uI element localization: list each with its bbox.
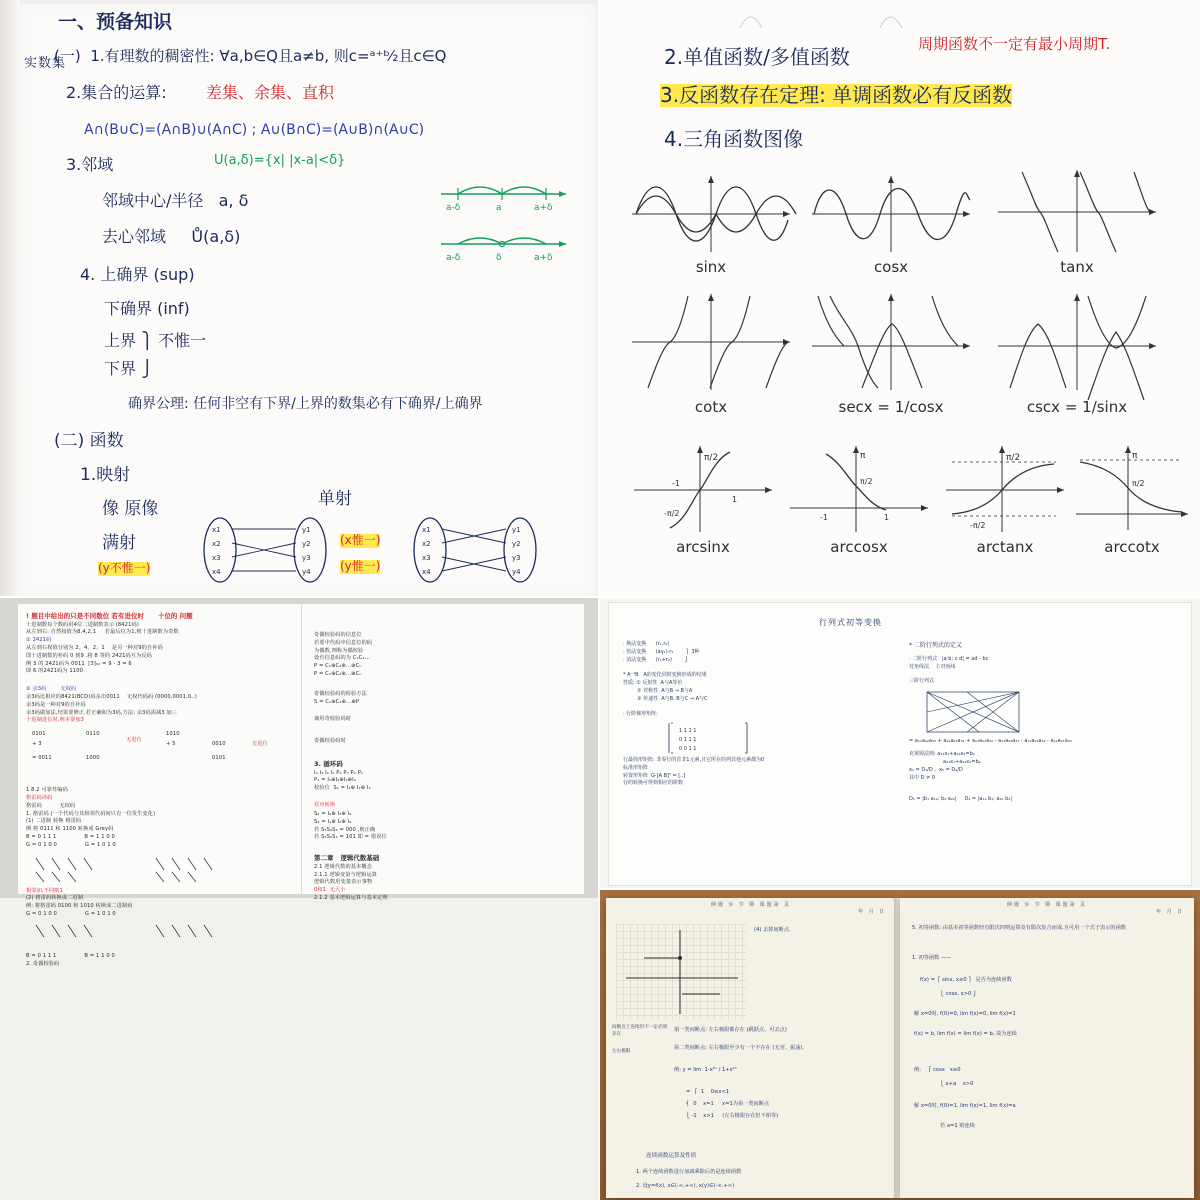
right-page-line-4: ⎩ cosx, x>0 ⎭ bbox=[940, 991, 977, 997]
svg-text:y1: y1 bbox=[512, 526, 521, 534]
graph-cscx-label: cscx = 1/sinx bbox=[1026, 398, 1128, 416]
svg-text:π/2: π/2 bbox=[1006, 453, 1021, 463]
svg-text:y2: y2 bbox=[512, 540, 521, 548]
ml-note-2: 十进制数每个数码用4位二进制数表示 (8421码) bbox=[26, 621, 139, 628]
right-page-line-1: 5. 初等函数: 由基本初等函数经有限次四则运算及有限次复合而成,且可用一个式子表示的函数 bbox=[912, 925, 1126, 931]
example-bits-1: 0110 bbox=[86, 731, 100, 738]
graph-cotx-label: cotx bbox=[694, 398, 728, 416]
ml-note-10: 余3码比相应的8421(BCD)码多出0011 无权代码码 (0000,0001,0..) bbox=[26, 693, 197, 700]
tl-heading: 一、预备知识 bbox=[58, 11, 173, 33]
right-page-line-8: ⎩ x+a x>0 bbox=[940, 1081, 974, 1087]
ml-r-17: 若 S₃S₂S₁ = 000 ,则正确 bbox=[314, 826, 376, 833]
mr-r-10: D₁ = |b₁ a₁₂; b₂ a₂₂| D₂ = |a₁₁ b₁; a₂₁ b₂| bbox=[909, 796, 1013, 803]
example-label-3: 1010 bbox=[166, 731, 180, 738]
grey-code-conversion-diagram-2 bbox=[26, 921, 266, 951]
ml-r-20: 2.1 逻辑代数的基本概念 bbox=[314, 863, 372, 870]
tr-line-3: 3.反函数存在定理: 单调函数必有反函数 bbox=[660, 83, 1013, 107]
left-page-header: 例题 步 学 期 课题第 页 bbox=[711, 902, 791, 908]
right-page-line-3: f(x) = ⎧ sinx, x≤0 ⎫ 是否为连续函数 bbox=[920, 977, 1012, 983]
sarrus-rule-sketch bbox=[919, 688, 1029, 736]
paper-top-right bbox=[600, 0, 1200, 598]
svg-text:y4: y4 bbox=[512, 568, 521, 576]
svg-text:y2: y2 bbox=[302, 540, 311, 548]
ml-note-23: G = 0 1 0 0 G = 1 0 1 0 bbox=[26, 910, 116, 917]
tl-line-6: 邻域中心/半径 a, δ bbox=[102, 191, 249, 210]
tl-set-identities: A∩(B∪C)=(A∩B)∪(A∩C) ; A∪(B∩C)=(A∪B)∩(A∪C) bbox=[84, 122, 425, 138]
panel-top-right bbox=[600, 0, 1200, 598]
graph-arctanx-label: arctanx bbox=[976, 538, 1034, 556]
ml-r-10: 奇偶校验码时 bbox=[314, 738, 346, 745]
ml-anno-parity: 对应转换 bbox=[314, 801, 336, 808]
tl-line-9: 下确界 (inf) bbox=[104, 299, 190, 318]
graph-tanx-label: tanx bbox=[1060, 258, 1094, 276]
mr-l-8: · 行阶梯形矩阵: bbox=[623, 711, 658, 718]
tl-line-image: 像 原像 bbox=[102, 499, 159, 519]
ml-r-18: 若 S₃S₂S₁ = 101 即 = 错误位 bbox=[314, 834, 387, 841]
ml-r-12: I₄ I₃ I₂ I₁ P₄ P₃ P₂ P₁ bbox=[314, 769, 364, 776]
svg-text:a+δ: a+δ bbox=[534, 203, 553, 213]
panel-top-left bbox=[0, 0, 600, 598]
left-page-line-8: 连续函数运算及性质 bbox=[646, 1153, 697, 1159]
ml-note-18: 例 将 0111 和 1100 转换成 Grey码 bbox=[26, 826, 114, 833]
graph-arcsinx bbox=[628, 440, 778, 556]
svg-text:x2: x2 bbox=[422, 540, 431, 548]
paper-mid-right bbox=[608, 602, 1192, 886]
mr-r-9: 其中 D ≠ 0 bbox=[909, 774, 935, 781]
graph-cosx-label: cosx bbox=[873, 258, 909, 276]
ml-r-21: 2.1.1 逻辑变量与逻辑运算 bbox=[314, 871, 378, 878]
tr-line-1: 2.单值函数/多值函数 bbox=[664, 45, 850, 69]
ml-r-5: P = C₁⊕C₂⊕…⊕Cₙ bbox=[314, 663, 362, 670]
tl-line-5: 3.邻域 bbox=[66, 155, 114, 174]
notebook-left-page bbox=[606, 898, 896, 1198]
ml-note-14: 1.8.2 可靠性编码 bbox=[26, 787, 68, 794]
tl-line-3b: 差集、余集、直积 bbox=[206, 83, 335, 102]
tl-line-8: 4. 上确界 (sup) bbox=[80, 265, 195, 284]
tl-line-3: 2.集合的运算: bbox=[66, 83, 167, 102]
svg-text:y3: y3 bbox=[512, 554, 521, 562]
ml-note-17: (1) 二进制 转换 格雷码 bbox=[26, 818, 82, 825]
graph-arccosx-label: arccosx bbox=[830, 538, 888, 556]
svg-text:-π/2: -π/2 bbox=[664, 509, 680, 518]
ml-r-3: 为偶数,则称为偶校验 bbox=[314, 647, 364, 654]
collage-seam-vertical bbox=[598, 0, 600, 1200]
notebook-spiral-edge bbox=[0, 0, 20, 598]
tl-note-y-not-unique: (y不惟一) bbox=[98, 561, 151, 575]
ml-note-5: 从左到右权值分别为 2、4、2、1 是另一种对9的自补码 bbox=[26, 645, 163, 651]
svg-text:-1: -1 bbox=[672, 479, 680, 488]
mr-l-4: * A⁻¹B A的变化同时变换形成的结果 bbox=[623, 672, 707, 679]
svg-text:x4: x4 bbox=[422, 568, 431, 576]
mr-l-9: 行最简形矩阵: 非零行的首非1元素,且它所在的列其他元素都为0 bbox=[623, 757, 765, 763]
ml-note-25: 2. 奇偶校验码 bbox=[26, 960, 60, 967]
graph-tanx bbox=[992, 164, 1162, 276]
tl-line-10: 上界 ⎫ 不惟一 bbox=[104, 331, 207, 350]
right-page-line-10: 若 a=1 则连续 bbox=[940, 1123, 975, 1129]
ml-note-12: 余3码做加法,结果要修正.若正确和为3码,方法: 余3码需减3 加三 bbox=[26, 709, 178, 716]
tl-note-x-unique: (x惟一) bbox=[340, 533, 381, 547]
ml-r-19: 第二章 逻辑代数基础 bbox=[314, 854, 380, 863]
ml-note-20: G = 0 1 0 0 G = 1 0 1 0 bbox=[26, 841, 116, 848]
coordinate-grid-sketch bbox=[616, 924, 746, 1020]
right-page-line-2: 1. 初等函数 —— bbox=[912, 955, 952, 961]
collage-seam-horizontal bbox=[0, 596, 1200, 598]
graph-secx bbox=[806, 288, 976, 416]
tl-line-7: 去心邻域 Ů(a,δ) bbox=[102, 227, 241, 246]
collage-seam-horizontal-2 bbox=[600, 888, 1200, 890]
left-page-annotation-2: 左右极限 bbox=[612, 1049, 631, 1054]
ml-note-11: 余3码是一种对9的自补码 bbox=[26, 701, 86, 708]
graph-cotx bbox=[626, 288, 796, 416]
ml-r-2: 若要中代码中信息位的码 bbox=[314, 639, 373, 646]
paper-top-left bbox=[18, 4, 596, 598]
left-page-line-4: 例: y = lim 1-x²ⁿ / 1+x²ⁿ bbox=[674, 1067, 737, 1073]
graph-sinx bbox=[626, 170, 796, 276]
mr-r-7: a₂₁x₁+a₂₂x₂=b₂ bbox=[943, 759, 981, 766]
svg-text:x2: x2 bbox=[212, 540, 221, 548]
right-page-line-6: f(x) = b, lim f(x) = lim f(x) = b, 故为连续 bbox=[914, 1031, 1017, 1037]
ml-r-4: 设有信息码的为 C₁C₂… bbox=[314, 655, 370, 662]
right-page-line-5: 解 x=0时, f(0)=0, lim f(x)=0, lim f(x)=1 bbox=[914, 1011, 1016, 1017]
ml-note-3: 从左到右: 自然权值为8,4,2,1 若最后位为1,则十进制数为奇数 bbox=[26, 629, 179, 636]
example-bits-2: 0010 bbox=[212, 741, 226, 748]
ml-anno-adjacent: 相邻加,不同则1 bbox=[26, 887, 63, 894]
ml-r-14: 校验位 S₁ = I₁⊕ I₂⊕ I₃ bbox=[314, 785, 371, 792]
notebook-right-page bbox=[900, 898, 1194, 1198]
svg-text:-π/2: -π/2 bbox=[970, 521, 986, 530]
svg-text:0 0 1 1: 0 0 1 1 bbox=[679, 746, 697, 752]
tl-supremum-axiom: 确界公理: 任何非空有下界/上界的数集必有下确界/上确界 bbox=[128, 396, 483, 412]
mr-right-column bbox=[909, 641, 1184, 804]
svg-text:a+δ: a+δ bbox=[534, 253, 553, 263]
svg-text:a: a bbox=[496, 203, 502, 213]
svg-text:a-δ: a-δ bbox=[446, 203, 461, 213]
mr-r-6: 克莱姆法则: a₁₁x₁+a₁₂x₂=b₁ bbox=[909, 751, 975, 758]
ml-r-16: S₃ = I₁⊕ I₂⊕ I₄ bbox=[314, 818, 352, 825]
mr-l-5: 性质: ① 反射性 A与A等价 bbox=[623, 680, 683, 686]
svg-text:x3: x3 bbox=[422, 554, 431, 562]
ml-note-1: ! 题目中给出的只是不同数位 若有进位时 十位的 问题 bbox=[26, 612, 193, 620]
svg-text:x1: x1 bbox=[422, 526, 431, 534]
tl-section-function: (二) 函数 bbox=[54, 431, 124, 451]
ml-r-1: 奇偶校验码的信息位 bbox=[314, 632, 362, 638]
svg-text:π/2: π/2 bbox=[860, 477, 873, 486]
svg-text:-1: -1 bbox=[820, 513, 828, 522]
ml-note-7: 例 3 的 2421码为 0011 [3]₉₄ = 9 - 3 = 6 bbox=[26, 660, 132, 667]
left-page-date: 年 月 日 bbox=[858, 909, 886, 915]
mr-r-8: x₁ = D₁/D , x₂ = D₂/D bbox=[909, 766, 963, 773]
tr-line-4: 4.三角函数图像 bbox=[664, 127, 804, 151]
echelon-matrix-sketch bbox=[663, 721, 753, 755]
panel-mid-left bbox=[0, 598, 600, 967]
tr-line-period-note: 周期函数不一定有最小周期T. bbox=[918, 35, 1111, 53]
ml-r-8: S = C₁⊕C₂⊕…⊕P bbox=[314, 698, 359, 705]
ml-note-4: ① 2421码 bbox=[26, 637, 52, 644]
tl-note-y-unique: (y惟一) bbox=[340, 559, 381, 573]
ml-note-21: (2) 格雷码转换成二进制 bbox=[26, 895, 83, 902]
ml-note-9: ② 余3码 无权码 bbox=[26, 686, 77, 693]
tl-line-11: 下界 ⎭ bbox=[104, 359, 154, 378]
ml-r-9: 兼用奇校验码时 bbox=[314, 716, 352, 723]
mr-r-2: · 二阶行列式 |a b; c d| = ad - bc bbox=[909, 656, 989, 663]
ml-r-13: P₁ = I₁⊕I₂⊕I₃⊕I₄ bbox=[314, 777, 356, 784]
mapping-diagram-surjection bbox=[198, 516, 338, 586]
mr-l-11: 转置形矩阵 G·[A B]ᵀ = [..] bbox=[623, 772, 686, 779]
svg-text:x1: x1 bbox=[212, 526, 221, 534]
panel-bottom-right-photo bbox=[600, 890, 1200, 1200]
example-label-2: + 3 bbox=[32, 741, 42, 748]
column-divider bbox=[301, 604, 302, 894]
left-page-annotation-1: 间断点上连续但不一定必须存在 bbox=[612, 1025, 668, 1038]
mr-l-3: · 消法变换 (r₁+r₂) ⎭ bbox=[623, 656, 689, 663]
svg-text:0 1 1 1: 0 1 1 1 bbox=[679, 737, 697, 743]
tl-line-mapping: 1.映射 bbox=[80, 465, 131, 485]
mr-l-12: 行的转换可得到相应的阶数 bbox=[623, 780, 684, 787]
mr-l-1: · 换法变换 (r₁,r₂) bbox=[623, 641, 670, 647]
example-bits-5: 0101 bbox=[212, 755, 226, 762]
tl-side-label: 实数集 bbox=[24, 56, 67, 71]
ml-note-19: B = 0 1 1 1 B = 1 1 0 0 bbox=[26, 833, 115, 840]
svg-text:π/2: π/2 bbox=[1132, 479, 1145, 488]
svg-text:1: 1 bbox=[884, 513, 890, 522]
graph-arctanx bbox=[940, 440, 1070, 556]
left-page-line-1: (4) 去掉间断点. bbox=[754, 927, 791, 933]
svg-text:a-δ: a-δ bbox=[446, 253, 461, 263]
svg-text:y4: y4 bbox=[302, 568, 311, 576]
left-page-line-7: ⎩ -1 x>1 (左右极限存在但不相等) bbox=[686, 1113, 779, 1119]
right-page-line-7: 例: ⎧ cosx x≤0 bbox=[914, 1067, 961, 1073]
graph-arccotx bbox=[1070, 440, 1194, 556]
ml-note-13: 十进制进位时,则本要加3 bbox=[26, 717, 85, 724]
mr-l-7: ③ 传递性 A与B, B与C → A与C bbox=[637, 695, 708, 702]
right-page-line-9: 解 x=0时, f(0)=1, lim f(x)=1, lim f(x)=a bbox=[914, 1103, 1016, 1109]
example-note-2: 有进位 bbox=[252, 741, 268, 748]
ml-r-6: P = C₁⊕C₂⊕…⊕Cₙ bbox=[314, 670, 362, 677]
right-page-header: 例题 步 学 期 课题第 页 bbox=[1007, 902, 1087, 908]
tl-line-injection: 单射 bbox=[318, 489, 352, 509]
mr-l-2: · 倍法变换 (aγ₁)·r₁ ⎫ 3种 bbox=[623, 648, 700, 655]
top-stub-marks bbox=[700, 0, 1000, 28]
svg-text:x4: x4 bbox=[212, 568, 221, 576]
tl-neighborhood-def: U(a,δ)={x| |x-a|<δ} bbox=[214, 153, 346, 168]
ml-note-8: 即 6 的2421码为 1100 bbox=[26, 668, 84, 675]
svg-text:π: π bbox=[1132, 451, 1138, 461]
example-bits-4: 1000 bbox=[86, 755, 100, 762]
svg-text:δ: δ bbox=[496, 253, 502, 263]
ml-r-15: S₂ = I₂⊕ I₃⊕ I₄ bbox=[314, 810, 352, 817]
example-label-1: 0101 bbox=[32, 731, 46, 738]
graph-arccosx bbox=[784, 440, 934, 556]
ml-right-column bbox=[314, 632, 564, 903]
mapping-diagram-injection bbox=[408, 516, 548, 586]
mr-left-column bbox=[623, 641, 888, 788]
graph-arccotx-label: arccotx bbox=[1104, 538, 1160, 556]
graph-arcsinx-label: arcsinx bbox=[676, 538, 730, 556]
tl-line-2: (一) 1.有理数的稠密性: ∀a,b∈Q且a≠b, 则c=ᵃ⁺ᵇ⁄₂且c∈Q bbox=[54, 47, 447, 65]
mr-l-6: ② 对称性 A与B → B与A bbox=[637, 687, 693, 694]
svg-text:π: π bbox=[860, 451, 866, 461]
mr-r-5: = a₁₁a₂₂a₃₃ + a₁₂a₂₃a₃₁ + a₁₃a₂₁a₃₂ - a₁₃a₂₂a₃₁ - a₁₁a₂₃a₃₂ - a₁₂a₂₁a₃₃ bbox=[909, 737, 1072, 744]
panel-mid-right bbox=[600, 598, 1200, 890]
ml-anno-grey: 格雷码译码 bbox=[26, 794, 53, 801]
mr-r-4: 三阶行列式 bbox=[909, 677, 935, 684]
paper-mid-left bbox=[18, 604, 584, 967]
mr-l-10: 标准形矩阵 bbox=[623, 764, 649, 771]
svg-text:x3: x3 bbox=[212, 554, 221, 562]
left-page-line-6: ⎨ 0 x=1 x=1为第一类间断点 bbox=[686, 1101, 770, 1107]
example-note-1: 无进位 bbox=[126, 737, 142, 744]
ml-note-16: 1. 格雷码 (一个代码与其相邻代码间只有一位发生变化) bbox=[26, 810, 156, 817]
left-page-line-9: 1. 两个连续函数进行加减乘除后仍是连续函数 bbox=[636, 1169, 742, 1175]
svg-text:π/2: π/2 bbox=[704, 453, 719, 463]
tl-line-surjection: 满射 bbox=[102, 533, 136, 553]
ml-note-24: B = 0 1 1 1 B = 1 1 0 0 bbox=[26, 952, 115, 959]
example-bits-3: = 0011 bbox=[32, 755, 52, 762]
ml-r-22: 逻辑代数用变量表示事物 bbox=[314, 879, 373, 886]
right-page-date: 年 月 日 bbox=[1156, 909, 1184, 915]
ml-r-11: 3. 循环码 bbox=[314, 759, 343, 768]
example-label-4: + 5 bbox=[166, 741, 176, 748]
ml-r-23: 0和1 无大小 bbox=[314, 887, 346, 894]
mr-r-3: 对角线法 主对角线 bbox=[909, 664, 956, 671]
left-page-line-5: = ⎧ 1 0≤x<1 bbox=[686, 1089, 730, 1095]
left-page-line-2: 第一类间断点: 左右极限都存在 (跳跃点、可去点) bbox=[674, 1027, 787, 1033]
graph-secx-label: secx = 1/cosx bbox=[838, 398, 944, 416]
mr-title: 行列式初等变换 bbox=[819, 618, 882, 627]
mr-r-1: * 二阶行列式的定义 bbox=[909, 642, 962, 649]
ml-note-15: 格雷码 无权码 bbox=[26, 802, 76, 809]
graph-cscx bbox=[992, 288, 1162, 416]
interval-sketch-1 bbox=[436, 172, 576, 212]
left-page-line-10: 2. 设y=f(x), x∈(-∞,+∞), x(y)∈(-∞,+∞) bbox=[636, 1183, 735, 1189]
ml-r-24: 2.1.2 基本逻辑运算与基本定理 bbox=[314, 894, 388, 901]
ml-addition-examples bbox=[26, 729, 288, 787]
ml-note-22: 例: 将格雷码 0100 和 1010 转换成二进制码 bbox=[26, 903, 133, 910]
svg-text:1 1 1 1: 1 1 1 1 bbox=[679, 728, 697, 734]
svg-text:y3: y3 bbox=[302, 554, 311, 562]
interval-sketch-2 bbox=[436, 226, 576, 266]
graph-cosx bbox=[806, 170, 976, 276]
grey-code-conversion-diagram-1 bbox=[26, 852, 266, 886]
svg-text:1: 1 bbox=[732, 495, 738, 504]
ml-left-column bbox=[26, 612, 288, 968]
graph-sinx-label: sinx bbox=[695, 258, 727, 276]
ml-note-6: 即十进制数的补码 0 到9 ,将 8 等的 2421码互为反码 bbox=[26, 652, 152, 659]
left-page-line-3: 第二类间断点: 左右极限至少有一个不存在 (无穷、振荡). bbox=[674, 1045, 805, 1051]
svg-text:y1: y1 bbox=[302, 526, 311, 534]
ml-r-7: 奇偶校验码的检验方法 bbox=[314, 690, 367, 697]
